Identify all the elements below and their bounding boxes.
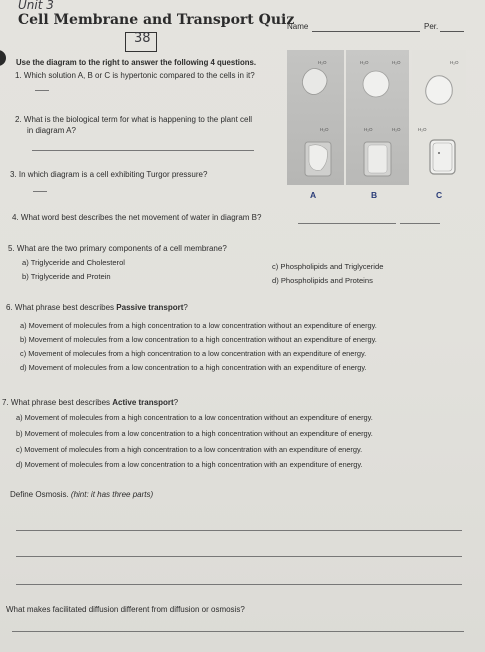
question-9: What makes facilitated diffusion different from diffusion or osmosis? bbox=[6, 605, 245, 614]
answer-line-9[interactable] bbox=[12, 631, 464, 632]
answer-line-8b[interactable] bbox=[16, 556, 462, 557]
question-2: 2. What is the biological term for what is happening to the plant cell bbox=[15, 115, 253, 124]
option-7d[interactable]: d) Movement of molecules from a low concentration to a high concentration with an expenditure of energy. bbox=[16, 460, 363, 469]
name-label: Name bbox=[287, 22, 309, 31]
question-3: 3. In which diagram is a cell exhibiting Turgor pressure? bbox=[10, 170, 208, 179]
water-label: H₂O bbox=[418, 127, 427, 132]
question-8: Define Osmosis. (hint: it has three parts) bbox=[10, 490, 154, 499]
option-5d[interactable]: d) Phospholipids and Proteins bbox=[272, 276, 373, 285]
diagram-a-cells bbox=[287, 50, 344, 185]
water-label: H₂O bbox=[450, 60, 459, 65]
option-6d[interactable]: d) Movement of molecules from a low concentration to a high concentration with an expenditure of energy. bbox=[20, 363, 367, 372]
option-5b[interactable]: b) Triglyceride and Protein bbox=[22, 272, 111, 281]
period-label: Per. bbox=[424, 22, 439, 31]
diagram-b-photo bbox=[346, 50, 409, 185]
answer-line-2[interactable] bbox=[32, 150, 254, 151]
question-2-cont: in diagram A? bbox=[27, 126, 76, 135]
answer-line-3[interactable] bbox=[33, 191, 47, 192]
water-label: H₂O bbox=[392, 127, 401, 132]
question-6: 6. What phrase best describes Passive transport? bbox=[6, 303, 188, 312]
option-7a[interactable]: a) Movement of molecules from a high concentration to a low concentration without an expenditure of energy. bbox=[16, 413, 373, 422]
water-label: H₂O bbox=[360, 60, 369, 65]
option-7c[interactable]: c) Movement of molecules from a high concentration to a low concentration with an expenditure of energy. bbox=[16, 445, 363, 454]
name-field[interactable] bbox=[312, 31, 420, 32]
hole-punch bbox=[0, 50, 6, 66]
water-label: H₂O bbox=[364, 127, 373, 132]
question-7: 7. What phrase best describes Active transport? bbox=[2, 398, 179, 407]
answer-line-8a[interactable] bbox=[16, 530, 462, 531]
question-1: 1. Which solution A, B or C is hypertonic compared to the cells in it? bbox=[15, 71, 255, 80]
water-label: H₂O bbox=[318, 60, 327, 65]
option-6c[interactable]: c) Movement of molecules from a high concentration to a low concentration with an expenditure of energy. bbox=[20, 349, 367, 358]
answer-line-1[interactable] bbox=[35, 90, 49, 91]
question-5: 5. What are the two primary components of a cell membrane? bbox=[8, 244, 227, 253]
score-value: 38 bbox=[134, 31, 151, 46]
water-label: H₂O bbox=[320, 127, 329, 132]
option-5c[interactable]: c) Phospholipids and Triglyceride bbox=[272, 262, 384, 271]
option-6a[interactable]: a) Movement of molecules from a high concentration to a low concentration without an expenditure of energy. bbox=[20, 321, 377, 330]
answer-line-4b[interactable] bbox=[400, 223, 440, 224]
diagram-label-b: B bbox=[371, 190, 378, 200]
instructions: Use the diagram to the right to answer the following 4 questions. bbox=[16, 58, 256, 67]
diagram-c-cells bbox=[412, 50, 466, 185]
option-5a[interactable]: a) Triglyceride and Cholesterol bbox=[22, 258, 125, 267]
water-label: H₂O bbox=[392, 60, 401, 65]
option-7b[interactable]: b) Movement of molecules from a low concentration to a high concentration without an expenditure of energy. bbox=[16, 429, 373, 438]
diagram-c-photo bbox=[412, 50, 466, 185]
diagram-a-photo bbox=[287, 50, 344, 185]
diagram-label-a: A bbox=[310, 190, 317, 200]
diagram-label-c: C bbox=[436, 190, 443, 200]
page-title: Cell Membrane and Transport Quiz bbox=[18, 12, 295, 28]
option-6b[interactable]: b) Movement of molecules from a low concentration to a high concentration without an expenditure of energy. bbox=[20, 335, 377, 344]
answer-line-8c[interactable] bbox=[16, 584, 462, 585]
diagram-b-cells bbox=[346, 50, 409, 185]
handwritten-unit-note: Unit 3 bbox=[18, 0, 54, 12]
period-field[interactable] bbox=[440, 31, 464, 32]
question-4: 4. What word best describes the net movement of water in diagram B? bbox=[12, 213, 262, 222]
answer-line-4a[interactable] bbox=[298, 223, 396, 224]
